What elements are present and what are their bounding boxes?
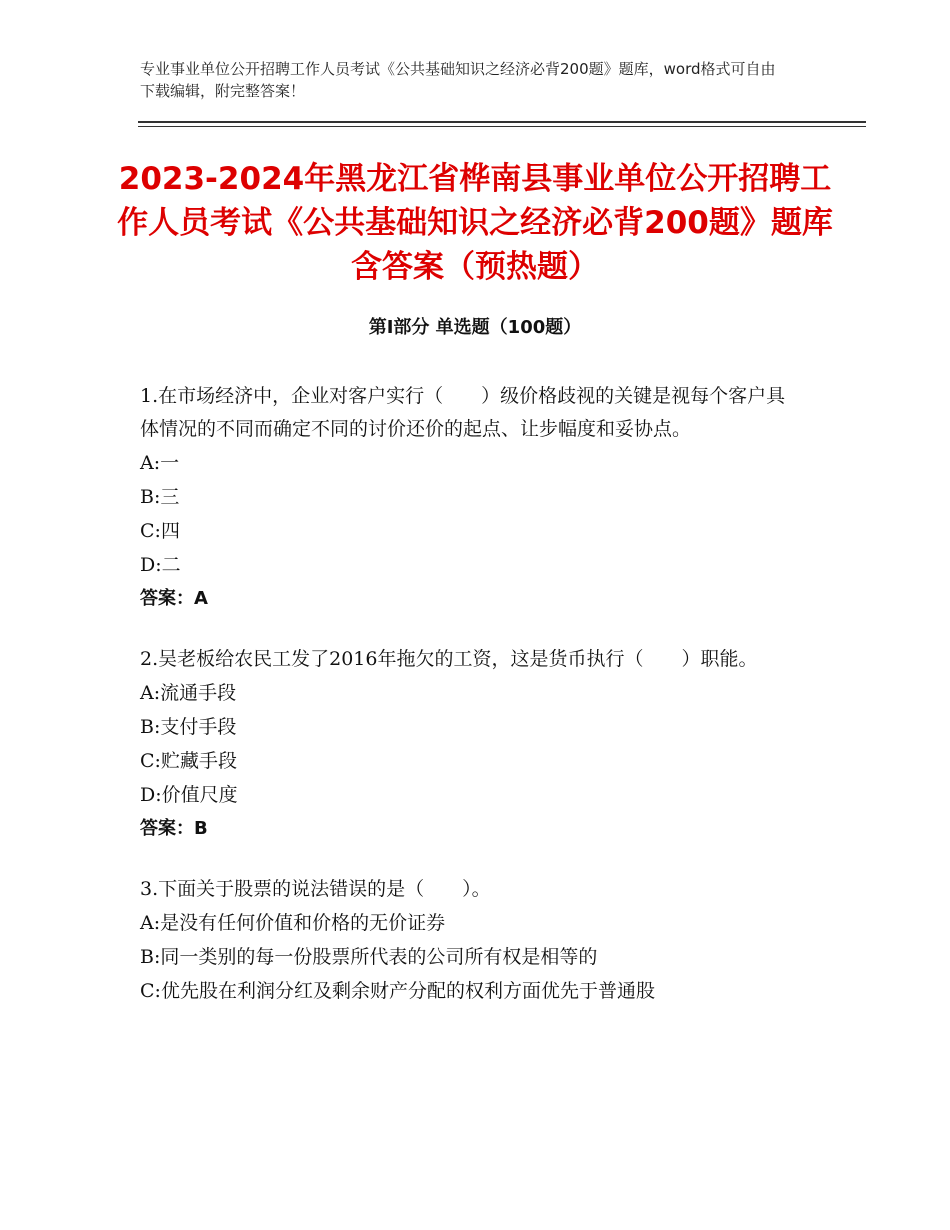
option-a: A:是没有任何价值和价格的无价证券 <box>140 912 446 934</box>
option-c: C:优先股在利润分红及剩余财产分配的权利方面优先于普通股 <box>140 980 655 1002</box>
question-3 <box>140 873 800 1008</box>
question-2 <box>140 643 800 846</box>
option-d: D:价值尺度 <box>140 784 238 806</box>
question-stem: 2.吴老板给农民工发了2016年拖欠的工资，这是货币执行（ ）职能。 <box>140 648 758 670</box>
option-b: B:三 <box>140 486 180 508</box>
question-stem: 1.在市场经济中，企业对客户实行（ ）级价格歧视的关键是视每个客户具体情况的不同而确定不同的讨价还价的起点、让步幅度和妥协点。 <box>140 385 786 440</box>
option-c: C:贮藏手段 <box>140 750 237 772</box>
option-b: B:支付手段 <box>140 716 237 738</box>
section-heading: 第Ⅰ部分 单选题（100题） <box>368 317 582 338</box>
question-list <box>140 380 800 1035</box>
option-b: B:同一类别的每一份股票所代表的公司所有权是相等的 <box>140 946 598 968</box>
option-d: D:二 <box>140 554 181 576</box>
header-note: 专业事业单位公开招聘工作人员考试《公共基础知识之经济必背200题》题库，word格式可自由下载编辑，附完整答案！ <box>140 60 776 100</box>
question-1 <box>140 380 800 616</box>
option-c: C:四 <box>140 520 180 542</box>
header-rule-thin <box>138 126 866 127</box>
question-stem: 3.下面关于股票的说法错误的是（ ）。 <box>140 878 491 900</box>
answer: 答案：B <box>140 818 208 839</box>
answer: 答案：A <box>140 588 208 609</box>
document-title: 2023-2024年黑龙江省桦南县事业单位公开招聘工作人员考试《公共基础知识之经济必背200题》题库含答案（预热题） <box>117 161 833 285</box>
option-a: A:流通手段 <box>140 682 237 704</box>
option-a: A:一 <box>140 452 180 474</box>
header-rule-thick <box>138 121 866 123</box>
